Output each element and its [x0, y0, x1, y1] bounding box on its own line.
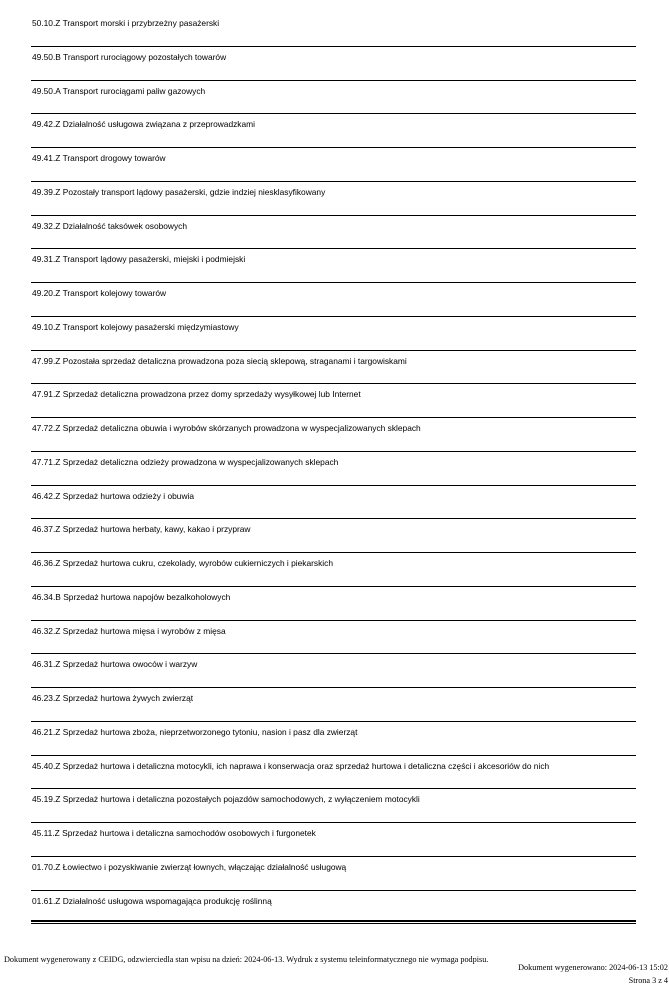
- pkd-activity-row: 49.39.Z Pozostały transport lądowy pasażerski, gdzie indziej niesklasyfikowany: [31, 182, 636, 216]
- pkd-activity-row: 47.72.Z Sprzedaż detaliczna obuwia i wyrobów skórzanych prowadzona w wyspecjalizowanych sklepach: [31, 418, 636, 452]
- pkd-activity-row: 46.42.Z Sprzedaż hurtowa odzieży i obuwia: [31, 486, 636, 520]
- pkd-activity-row: 46.32.Z Sprzedaż hurtowa mięsa i wyrobów z mięsa: [31, 621, 636, 655]
- pkd-activity-row: 45.19.Z Sprzedaż hurtowa i detaliczna pozostałych pojazdów samochodowych, z wyłączeniem motocykli: [31, 789, 636, 823]
- page-number: Strona 3 z 4: [628, 976, 668, 985]
- pkd-activity-row: 47.71.Z Sprzedaż detaliczna odzieży prowadzona w wyspecjalizowanych sklepach: [31, 452, 636, 486]
- pkd-activity-row: 49.41.Z Transport drogowy towarów: [31, 148, 636, 182]
- pkd-activity-row: 49.50.A Transport rurociągami paliw gazowych: [31, 81, 636, 115]
- pkd-activity-row: 46.36.Z Sprzedaż hurtowa cukru, czekolady, wyrobów cukierniczych i piekarskich: [31, 553, 636, 587]
- pkd-activity-row: 47.91.Z Sprzedaż detaliczna prowadzona przez domy sprzedaży wysyłkowej lub Internet: [31, 384, 636, 418]
- section-end-divider: [31, 920, 636, 922]
- pkd-activity-row: 49.50.B Transport rurociągowy pozostałych towarów: [31, 47, 636, 81]
- pkd-activity-row: 49.42.Z Działalność usługowa związana z przeprowadzkami: [31, 114, 636, 148]
- pkd-activity-row: 49.32.Z Działalność taksówek osobowych: [31, 216, 636, 250]
- pkd-activity-row: 45.40.Z Sprzedaż hurtowa i detaliczna motocykli, ich naprawa i konserwacja oraz sprzedaż hurtowa i detaliczna części i akcesoriów do nich: [31, 756, 636, 790]
- pkd-activity-row: 46.31.Z Sprzedaż hurtowa owoców i warzyw: [31, 654, 636, 688]
- footer-meta: [518, 961, 668, 987]
- pkd-activity-row: 46.37.Z Sprzedaż hurtowa herbaty, kawy, kakao i przypraw: [31, 519, 636, 553]
- pkd-activity-row: 46.21.Z Sprzedaż hurtowa zboża, nieprzetworzonego tytoniu, nasion i pasz dla zwierząt: [31, 722, 636, 756]
- pkd-activity-row: 46.34.B Sprzedaż hurtowa napojów bezalkoholowych: [31, 587, 636, 621]
- generation-timestamp: Dokument wygenerowano: 2024-06-13 15:02: [518, 963, 668, 972]
- pkd-activity-row: 47.99.Z Pozostała sprzedaż detaliczna prowadzona poza siecią sklepową, straganami i targowiskami: [31, 351, 636, 385]
- pkd-activity-row: 49.10.Z Transport kolejowy pasażerski międzymiastowy: [31, 317, 636, 351]
- pkd-activity-row: 46.23.Z Sprzedaż hurtowa żywych zwierząt: [31, 688, 636, 722]
- pkd-activity-row: 45.11.Z Sprzedaż hurtowa i detaliczna samochodów osobowych i furgonetek: [31, 823, 636, 857]
- pkd-activity-row: 01.61.Z Działalność usługowa wspomagająca produkcję roślinną: [31, 891, 636, 925]
- pkd-activity-row: 49.31.Z Transport lądowy pasażerski, miejski i podmiejski: [31, 249, 636, 283]
- pkd-activity-row: 01.70.Z Łowiectwo i pozyskiwanie zwierząt łownych, włączając działalność usługową: [31, 857, 636, 891]
- pkd-activity-list: [31, 13, 636, 924]
- pkd-activity-row: 50.10.Z Transport morski i przybrzeżny pasażerski: [31, 13, 636, 47]
- pkd-activity-row: 49.20.Z Transport kolejowy towarów: [31, 283, 636, 317]
- footer-disclaimer: Dokument wygenerowany z CEIDG, odzwierciedla stan wpisu na dzień: 2024-06-13. Wydruk z systemu teleinformatycznego nie wymaga podpisu.: [4, 955, 489, 964]
